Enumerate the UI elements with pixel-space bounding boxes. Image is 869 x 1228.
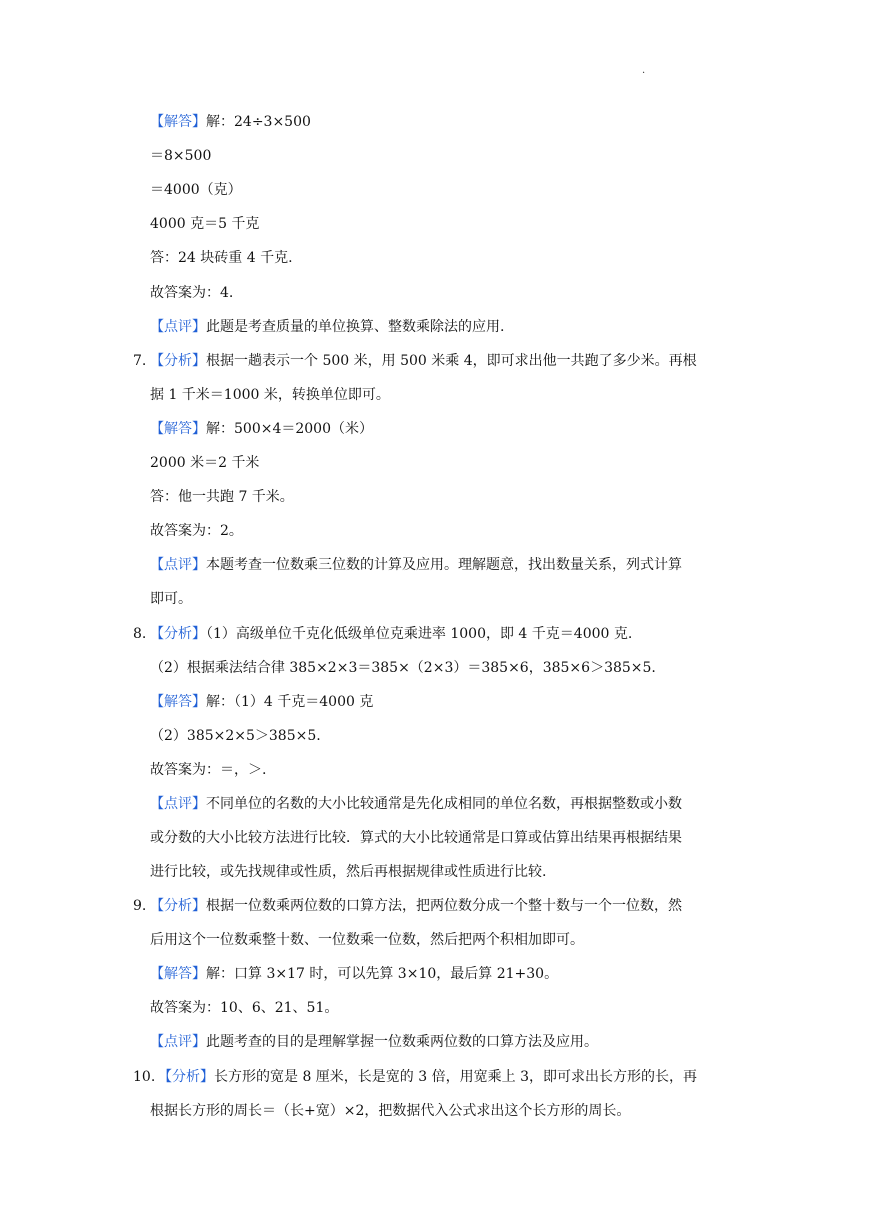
solution-line: （2）385×2×5＞385×5. — [150, 728, 321, 744]
analysis-tag: 【分析】 — [158, 1069, 214, 1085]
answer-tag: 【解答】 — [150, 421, 206, 437]
solution-line — [150, 692, 373, 712]
line-text: 解：24÷3×500 — [206, 114, 311, 130]
comment-line — [150, 555, 682, 575]
comment-line: 或分数的大小比较方法进行比较．算式的大小比较通常是口算或估算出结果再根据结果 — [150, 830, 682, 846]
comment-tag: 【点评】 — [150, 796, 206, 812]
comment-line — [150, 1032, 598, 1052]
line-text: （1）高级单位千克化低级单位克乘进率 1000，即 4 千克＝4000 克. — [206, 626, 633, 642]
problem-number: 10. — [133, 1069, 156, 1085]
final-answer-line: 故答案为：10、6、21、51。 — [150, 1000, 339, 1016]
comment-line: 即可。 — [150, 591, 192, 607]
analysis-line — [158, 1067, 697, 1087]
analysis-tag: 【分析】 — [150, 898, 206, 914]
line-text: 根据一趟表示一个 500 米，用 500 米乘 4，即可求出他一共跑了多少米。再根 — [206, 353, 697, 369]
analysis-line: 根据长方形的周长＝（长+宽）×2，把数据代入公式求出这个长方形的周长。 — [150, 1103, 631, 1119]
line-text: 长方形的宽是 8 厘米，长是宽的 3 倍，用宽乘上 3，即可求出长方形的长，再 — [214, 1069, 697, 1085]
comment-line: 进行比较，或先找规律或性质，然后再根据规律或性质进行比较. — [150, 864, 547, 880]
answer-line: 答：他一共跑 7 千米。 — [150, 489, 294, 505]
solution-line — [150, 419, 373, 439]
comment-line — [150, 794, 682, 814]
line-text: 解：口算 3×17 时，可以先算 3×10，最后算 21+30。 — [206, 966, 559, 982]
line-text: 此题是考查质量的单位换算、整数乘除法的应用. — [206, 319, 505, 335]
solution-line: ＝8×500 — [150, 148, 212, 164]
analysis-line: 据 1 千米＝1000 米，转换单位即可。 — [150, 387, 390, 403]
solution-line: 4000 克＝5 千克 — [150, 216, 260, 232]
answer-tag: 【解答】 — [150, 966, 206, 982]
answer-line: 答：24 块砖重 4 千克. — [150, 250, 293, 266]
line-text: 根据一位数乘两位数的口算方法，把两位数分成一个整十数与一个一位数，然 — [206, 898, 682, 914]
comment-tag: 【点评】 — [150, 319, 206, 335]
header-mark: . — [642, 65, 646, 76]
comment-tag: 【点评】 — [150, 557, 206, 573]
answer-tag: 【解答】 — [150, 114, 206, 130]
line-text: 不同单位的名数的大小比较通常是先化成相同的单位名数，再根据整数或小数 — [206, 796, 682, 812]
answer-tag: 【解答】 — [150, 694, 206, 710]
analysis-line: （2）根据乘法结合律 385×2×3＝385×（2×3）＝385×6，385×6＞385×5. — [150, 660, 656, 676]
problem-number: 8. — [133, 626, 147, 642]
final-answer-line: 故答案为：＝，＞. — [150, 762, 267, 778]
analysis-tag: 【分析】 — [150, 626, 206, 642]
final-answer-line: 故答案为：2。 — [150, 523, 243, 539]
analysis-tag: 【分析】 — [150, 353, 206, 369]
solution-line: ＝4000（克） — [150, 182, 242, 198]
solution-line — [150, 964, 558, 984]
final-answer-line: 故答案为：4. — [150, 285, 234, 301]
problem-number: 7. — [133, 353, 147, 369]
line-text: 此题考查的目的是理解掌握一位数乘两位数的口算方法及应用。 — [206, 1034, 598, 1050]
line-text: 本题考查一位数乘三位数的计算及应用。理解题意，找出数量关系，列式计算 — [206, 557, 682, 573]
comment-line — [150, 317, 504, 337]
analysis-line: 后用这个一位数乘整十数、一位数乘一位数，然后把两个积相加即可。 — [150, 932, 584, 948]
comment-tag: 【点评】 — [150, 1034, 206, 1050]
analysis-line — [150, 351, 697, 371]
analysis-line — [150, 624, 632, 644]
solution-line: 2000 米＝2 千米 — [150, 455, 260, 471]
problem-number: 9. — [133, 898, 147, 914]
analysis-line — [150, 896, 682, 916]
line-text: 解：（1）4 千克＝4000 克 — [206, 694, 374, 710]
solution-line — [150, 112, 311, 132]
line-text: 解：500×4＝2000（米） — [206, 421, 373, 437]
